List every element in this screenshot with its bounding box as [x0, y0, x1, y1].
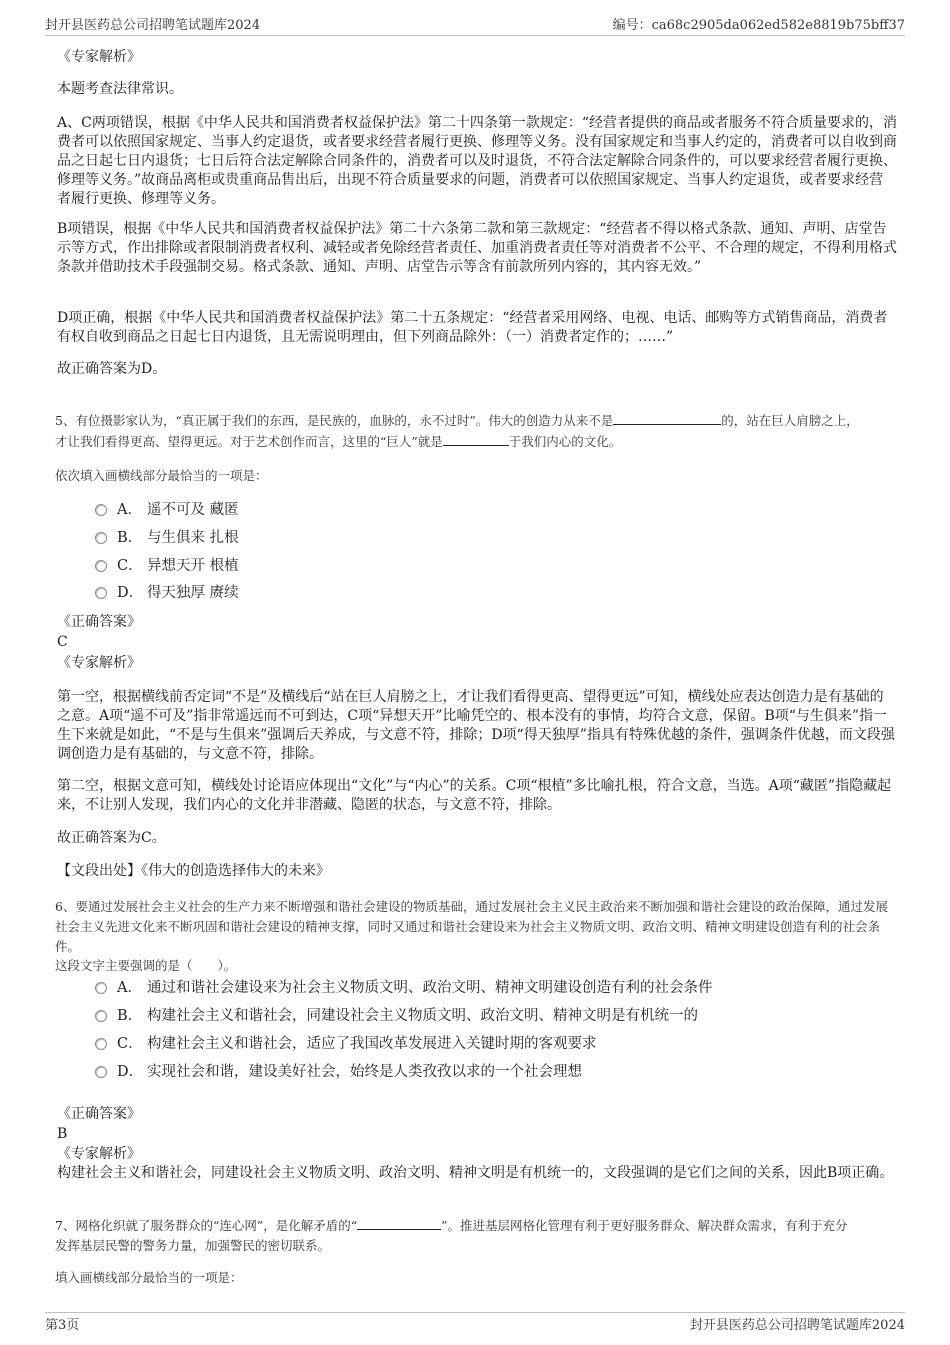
question-6-prompt: 这段文字主要强调的是（ ）。 — [55, 958, 237, 973]
radio-button[interactable] — [95, 504, 107, 516]
analysis-paragraph: 第二空，根据文意可知，横线处讨论语应体现出“文化”与“内心”的关系。C项“根植”多比喻扎根，符合文意，当选。A项“藏匿”指隐藏起来，不让别人发现，我们内心的文化并非潜藏、隐匿的状态，与文意不符，排除。 — [57, 778, 892, 813]
answer-conclusion: 故正确答案为D。 — [57, 361, 167, 377]
option-d[interactable]: D． 得天独厚 赓续 — [95, 583, 239, 603]
option-c[interactable]: C． 异想天开 根植 — [95, 556, 239, 576]
header-id: 编号：ca68c2905da062ed582e8819b75bff37 — [612, 18, 905, 33]
question-7-stem: 7、网格化织就了服务群众的“连心网”，是化解矛盾的“ ”。推进基层网格化管理有利于更好服务群众、解决群众需求，有利于充分 发挥基层民警的警务力量，加强警民的密切联系。 — [55, 1215, 897, 1256]
option-a[interactable]: A． 遥不可及 藏匿 — [95, 500, 239, 520]
question-6-stem: 6、要通过发展社会主义社会的生产力来不断增强和谐社会建设的物质基础，通过发展社会主义民主政治来不断加强和谐社会建设的政治保障，通过发展社会主义先进文化来不断巩固和谐社会建设的精神支撑，同时又通过和谐社会建设来为社会主义物质文明、政治文明、精神文明建设创造有利的社会条件。 — [55, 899, 888, 954]
radio-button[interactable] — [95, 1038, 107, 1050]
expert-analysis-title: 《专家解析》 — [57, 1146, 141, 1162]
option-b[interactable]: B． 构建社会主义和谐社会，同建设社会主义物质文明、政治文明、精神文明是有机统一的 — [95, 1006, 698, 1026]
option-a[interactable]: A． 通过和谐社会建设来为社会主义物质文明、政治文明、精神文明建设创造有利的社会条件 — [95, 978, 713, 998]
footer-title: 封开县医药总公司招聘笔试题库2024 — [689, 1318, 905, 1333]
radio-button[interactable] — [95, 587, 107, 599]
analysis-paragraph: 本题考查法律常识。 — [57, 81, 183, 97]
blank-line-2 — [443, 431, 509, 446]
option-b[interactable]: B． 与生俱来 扎根 — [95, 528, 239, 548]
question-7-prompt: 填入画横线部分最恰当的一项是： — [55, 1270, 243, 1285]
radio-button[interactable] — [95, 532, 107, 544]
option-c[interactable]: C． 构建社会主义和谐社会，适应了我国改革发展进入关键时期的客观要求 — [95, 1034, 597, 1054]
analysis-paragraph: 构建社会主义和谐社会，同建设社会主义物质文明、政治文明、精神文明是有机统一的，文段强调的是它们之间的关系，因此B项正确。 — [57, 1165, 894, 1181]
question-5-stem: 5、有位摄影家认为，“真正属于我们的东西，是民族的，血脉的，永不过时”。伟大的创造力从来不是 的，站在巨人肩膀之上， 才让我们看得更高、望得更远。对于艺术创作而言，这里的“巨人”就是 于我们内心的文化。 — [55, 410, 897, 452]
source-citation: 【文段出处】《伟大的创造选择伟大的未来》 — [57, 863, 330, 879]
radio-button[interactable] — [95, 982, 107, 994]
analysis-paragraph: A、C两项错误，根据《中华人民共和国消费者权益保护法》第二十四条第一款规定：“经营者提供的商品或者服务不符合质量要求的，消费者可以依照国家规定、当事人约定退货，或者要求经营者履行更换、修理等义务。没有国家规定和当事人约定的，消费者可以自收到商品之日起七日内退货；七日后符合法定解除合同条件的，消费者可以及时退货，不符合法定解除合同条件的，可以要求经营者履行更换、修理等义务。”故商品离柜或贵重商品售出后，出现不符合质量要求的问题，消费者可以依照国家规定、当事人约定退货，或者要求经营者履行更换、修理等义务。 — [57, 115, 897, 207]
expert-analysis-title: 《专家解析》 — [57, 49, 141, 65]
analysis-paragraph: 第一空，根据横线前否定词“不是”及横线后“站在巨人肩膀之上，才让我们看得更高、望得更远”可知，横线处应表达创造力是有基础的之意。A项“遥不可及”指非常遥远而不可到达，C项“异想天开”比喻凭空的、根本没有的事情，均符合文意，保留。B项“与生俱来”指一生下来就是如此，“不是与生俱来”强调后天养成，与文意不符，排除；D项“得天独厚”指具有特殊优越的条件，强调条件优越，而文段强调创造力是有基础的，与文意不符，排除。 — [57, 689, 895, 762]
correct-answer-title: 《正确答案》 — [57, 1106, 141, 1122]
analysis-paragraph: B项错误，根据《中华人民共和国消费者权益保护法》第二十六条第二款和第三款规定：“经营者不得以格式条款、通知、声明、店堂告示等方式，作出排除或者限制消费者权利、减轻或者免除经营者责任、加重消费者责任等对消费者不公平、不合理的规定，不得利用格式条款并借助技术手段强制交易。格式条款、通知、声明、店堂告示等含有前款所列内容的，其内容无效。” — [57, 221, 897, 275]
question-5-prompt: 依次填入画横线部分最恰当的一项是： — [55, 468, 268, 483]
correct-answer-title: 《正确答案》 — [57, 614, 141, 630]
header-divider — [45, 35, 905, 36]
option-d[interactable]: D． 实现社会和谐，建设美好社会，始终是人类孜孜以求的一个社会理想 — [95, 1062, 582, 1082]
radio-button[interactable] — [95, 560, 107, 572]
footer-divider — [45, 1312, 905, 1313]
expert-analysis-title: 《专家解析》 — [57, 655, 141, 671]
page-header — [45, 14, 905, 34]
page-number: 第3页 — [45, 1318, 80, 1333]
correct-answer: C — [57, 634, 68, 650]
blank-line-1 — [613, 410, 721, 425]
radio-button[interactable] — [95, 1066, 107, 1078]
correct-answer: B — [57, 1126, 68, 1142]
radio-button[interactable] — [95, 1010, 107, 1022]
analysis-paragraph: D项正确，根据《中华人民共和国消费者权益保护法》第二十五条规定：“经营者采用网络、电视、电话、邮购等方式销售商品，消费者有权自收到商品之日起七日内退货，且无需说明理由，但下列商品除外：（一）消费者定作的；……” — [57, 310, 888, 345]
answer-conclusion: 故正确答案为C。 — [57, 830, 166, 846]
header-title: 封开县医药总公司招聘笔试题库2024 — [45, 18, 261, 33]
blank-line — [357, 1215, 441, 1230]
